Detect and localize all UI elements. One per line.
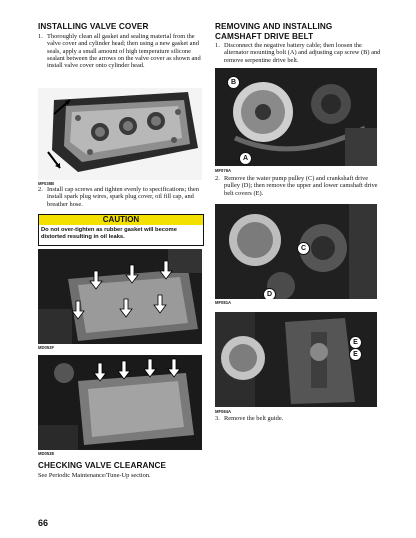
step-1-valve-cover xyxy=(38,33,204,93)
step-2-install-cap-screws xyxy=(38,186,204,210)
figure-water-pump-pulley xyxy=(215,204,377,299)
callout-label: B xyxy=(227,76,240,89)
page-number: 66 xyxy=(38,518,49,528)
step-number: 3. xyxy=(215,415,220,422)
figure-valve-cover xyxy=(38,88,202,180)
figure-caption: MD053F xyxy=(38,345,55,350)
heading-line-1: REMOVING AND INSTALLING xyxy=(215,22,333,31)
step-text: Install cap screws and tighten evenly to specifications; then install spark plug wires, spark plug cover, oil fill cap, and breather hose. xyxy=(47,186,199,208)
figure-engine-cap-screws-1 xyxy=(38,249,202,344)
step-1-disconnect-battery xyxy=(215,42,381,66)
step-text: Remove the belt guide. xyxy=(224,415,284,422)
figure-engine-cap-screws-2 xyxy=(38,355,202,450)
figure-caption: MF084A xyxy=(215,409,232,414)
engine-photo-1 xyxy=(38,249,202,344)
step-number: 2. xyxy=(38,186,43,193)
figure-alternator-belt xyxy=(215,68,377,166)
caution-box xyxy=(38,214,204,246)
figure-caption: MF081A xyxy=(215,300,232,305)
engine-photo-2 xyxy=(38,355,202,450)
step-number: 1. xyxy=(215,42,220,49)
step-number: 2. xyxy=(215,175,220,182)
section-heading-camshaft-drive-belt xyxy=(215,22,385,41)
step-2-remove-pulleys xyxy=(215,175,381,205)
callout-label: E xyxy=(349,336,362,349)
caution-text: Do not over-tighten as rubber gasket will become distorted resulting in oil leaks. xyxy=(41,227,177,240)
pulley-photo xyxy=(215,204,377,299)
see-reference-text: See Periodic Maintenance/Tune-Up section. xyxy=(38,472,151,479)
section-heading-checking-valve-clearance: CHECKING VALVE CLEARANCE xyxy=(38,461,167,470)
valve-cover-illustration xyxy=(38,88,202,180)
caution-title: CAUTION xyxy=(39,215,203,225)
callout-label: D xyxy=(263,288,276,299)
figure-caption: MF076A xyxy=(215,168,232,173)
heading-line-2: CAMSHAFT DRIVE BELT xyxy=(215,31,314,41)
callout-label: E xyxy=(349,348,362,361)
figure-belt-covers xyxy=(215,312,377,407)
step-text: Remove the water pump pulley (C) and crankshaft drive pulley (D); then remove the upper and lower camshaft drive belt covers (E). xyxy=(224,175,378,197)
figure-caption: MF035B xyxy=(38,181,55,186)
section-heading-installing-valve-cover: INSTALLING VALVE COVER xyxy=(38,22,149,31)
step-text: Thoroughly clean all gasket and sealing material from the valve cover and cylinder head; then using a new gasket and seals, apply a small amount of high temperature silicone sealant between the arrows on the valve cover as shown and install valve cover onto cylinder head. xyxy=(47,33,201,70)
callout-label: A xyxy=(239,152,252,165)
callout-label: C xyxy=(297,242,310,255)
figure-caption: MD053E xyxy=(38,451,55,456)
step-number: 1. xyxy=(38,33,43,40)
step-text: Disconnect the negative battery cable; then loosen the alternator mounting bolt (A) and adjusting cap screw (B) and remove serpentine drive belt. xyxy=(224,42,381,64)
step-3-remove-belt-guide xyxy=(215,415,381,425)
